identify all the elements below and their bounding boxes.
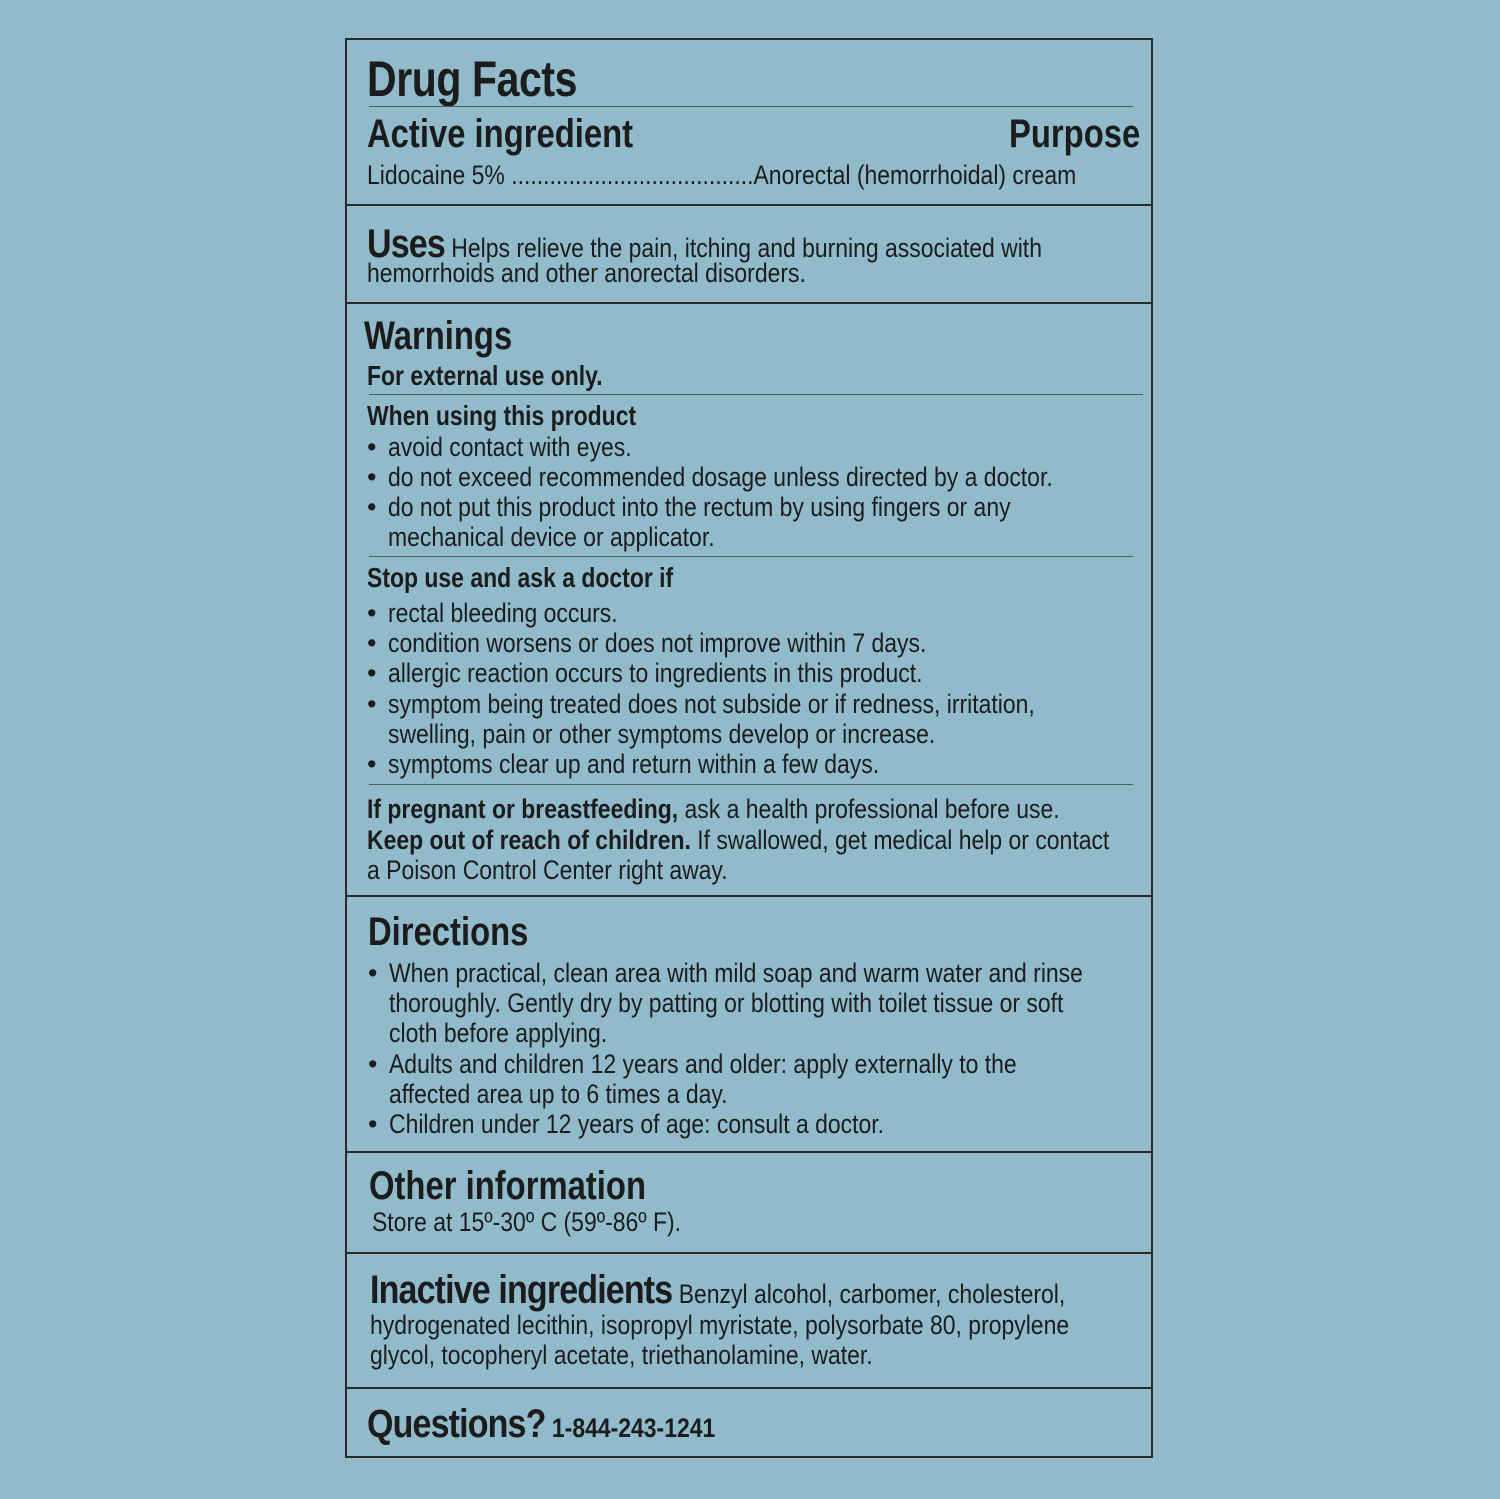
section-divider xyxy=(347,1252,1151,1254)
inactive-text: Benzyl alcohol, carbomer, cholesterol, xyxy=(678,1279,1066,1309)
active-ingredient-heading: Active ingredient xyxy=(367,112,634,156)
when-item-continued: mechanical device or applicator. xyxy=(388,522,715,552)
when-item: do not put this product into the rectum by using fingers or any xyxy=(388,492,1011,522)
when-using-heading: When using this product xyxy=(367,400,637,431)
bullet: • xyxy=(367,462,377,492)
bullet: • xyxy=(367,598,377,628)
drug-facts-title: Drug Facts xyxy=(367,51,578,107)
directions-line: When practical, clean area with mild soap and warm water and rinse xyxy=(389,958,1083,988)
drug-facts-panel xyxy=(345,38,1153,1458)
divider xyxy=(369,394,1143,395)
external-use-warning: For external use only. xyxy=(367,360,603,391)
ingredient-purpose: Anorectal (hemorrhoidal) cream xyxy=(753,160,1077,190)
bullet: • xyxy=(367,492,377,522)
directions-heading: Directions xyxy=(368,910,529,954)
active-ingredient-line xyxy=(367,160,1076,191)
bullet: • xyxy=(367,658,377,688)
when-item: do not exceed recommended dosage unless directed by a doctor. xyxy=(388,462,1053,492)
inactive-line-2: hydrogenated lecithin, isopropyl myristate, polysorbate 80, propylene xyxy=(370,1310,1070,1340)
questions-heading: Questions? xyxy=(367,1402,546,1446)
section-divider xyxy=(347,204,1151,206)
inactive-line-1 xyxy=(370,1268,1065,1313)
stop-use-heading: Stop use and ask a doctor if xyxy=(367,562,674,593)
directions-line: thoroughly. Gently dry by patting or blotting with toilet tissue or soft xyxy=(389,988,1064,1018)
pregnant-line xyxy=(367,794,1060,825)
bullet: • xyxy=(368,1109,378,1139)
storage-text: Store at 15º-30º C (59º-86º F). xyxy=(372,1207,682,1237)
uses-heading: Uses xyxy=(367,222,445,266)
keep-out-line xyxy=(367,825,1109,856)
stop-item: allergic reaction occurs to ingredients in this product. xyxy=(388,658,923,688)
section-divider xyxy=(347,302,1151,304)
stop-item: condition worsens or does not improve within 7 days. xyxy=(388,628,927,658)
bullet: • xyxy=(367,432,377,462)
bullet: • xyxy=(367,749,377,779)
section-divider xyxy=(347,1387,1151,1389)
directions-line: Children under 12 years of age: consult a doctor. xyxy=(389,1109,885,1139)
leader-dots: ...................................... xyxy=(511,160,754,190)
poison-control-line: a Poison Control Center right away. xyxy=(367,855,728,885)
bullet: • xyxy=(368,1049,378,1079)
uses-text: Helps relieve the pain, itching and burning associated with xyxy=(451,233,1042,263)
directions-line: affected area up to 6 times a day. xyxy=(389,1079,728,1109)
other-information-heading: Other information xyxy=(369,1164,646,1208)
section-divider xyxy=(347,895,1151,897)
directions-line: cloth before applying. xyxy=(389,1018,608,1048)
ingredient-name: Lidocaine 5% xyxy=(367,160,505,190)
stop-item: rectal bleeding occurs. xyxy=(388,598,618,628)
stop-item: symptom being treated does not subside or if redness, irritation, xyxy=(388,689,1035,719)
purpose-heading: Purpose xyxy=(1009,112,1141,156)
when-item: avoid contact with eyes. xyxy=(388,432,632,462)
section-divider xyxy=(347,1151,1151,1153)
stop-item-continued: swelling, pain or other symptoms develop or increase. xyxy=(388,719,936,749)
inactive-ingredients-heading: Inactive ingredients xyxy=(370,1268,673,1312)
phone-number: 1-844-243-1241 xyxy=(551,1413,716,1443)
stop-item: symptoms clear up and return within a few days. xyxy=(388,749,880,779)
inactive-line-3: glycol, tocopheryl acetate, triethanolamine, water. xyxy=(370,1340,873,1370)
divider xyxy=(369,106,1133,107)
bullet: • xyxy=(368,958,378,988)
bullet: • xyxy=(367,628,377,658)
directions-line: Adults and children 12 years and older: apply externally to the xyxy=(389,1049,1017,1079)
keep-out-text: If swallowed, get medical help or contact xyxy=(697,825,1110,855)
divider xyxy=(369,556,1133,557)
pregnant-bold: If pregnant or breastfeeding, xyxy=(367,794,679,824)
divider xyxy=(369,784,1133,785)
warnings-heading: Warnings xyxy=(364,314,513,358)
bullet: • xyxy=(367,689,377,719)
questions-line xyxy=(367,1402,715,1447)
uses-line-2: hemorrhoids and other anorectal disorders. xyxy=(367,258,806,288)
pregnant-text: ask a health professional before use. xyxy=(684,794,1060,824)
keep-out-bold: Keep out of reach of children. xyxy=(367,825,691,855)
